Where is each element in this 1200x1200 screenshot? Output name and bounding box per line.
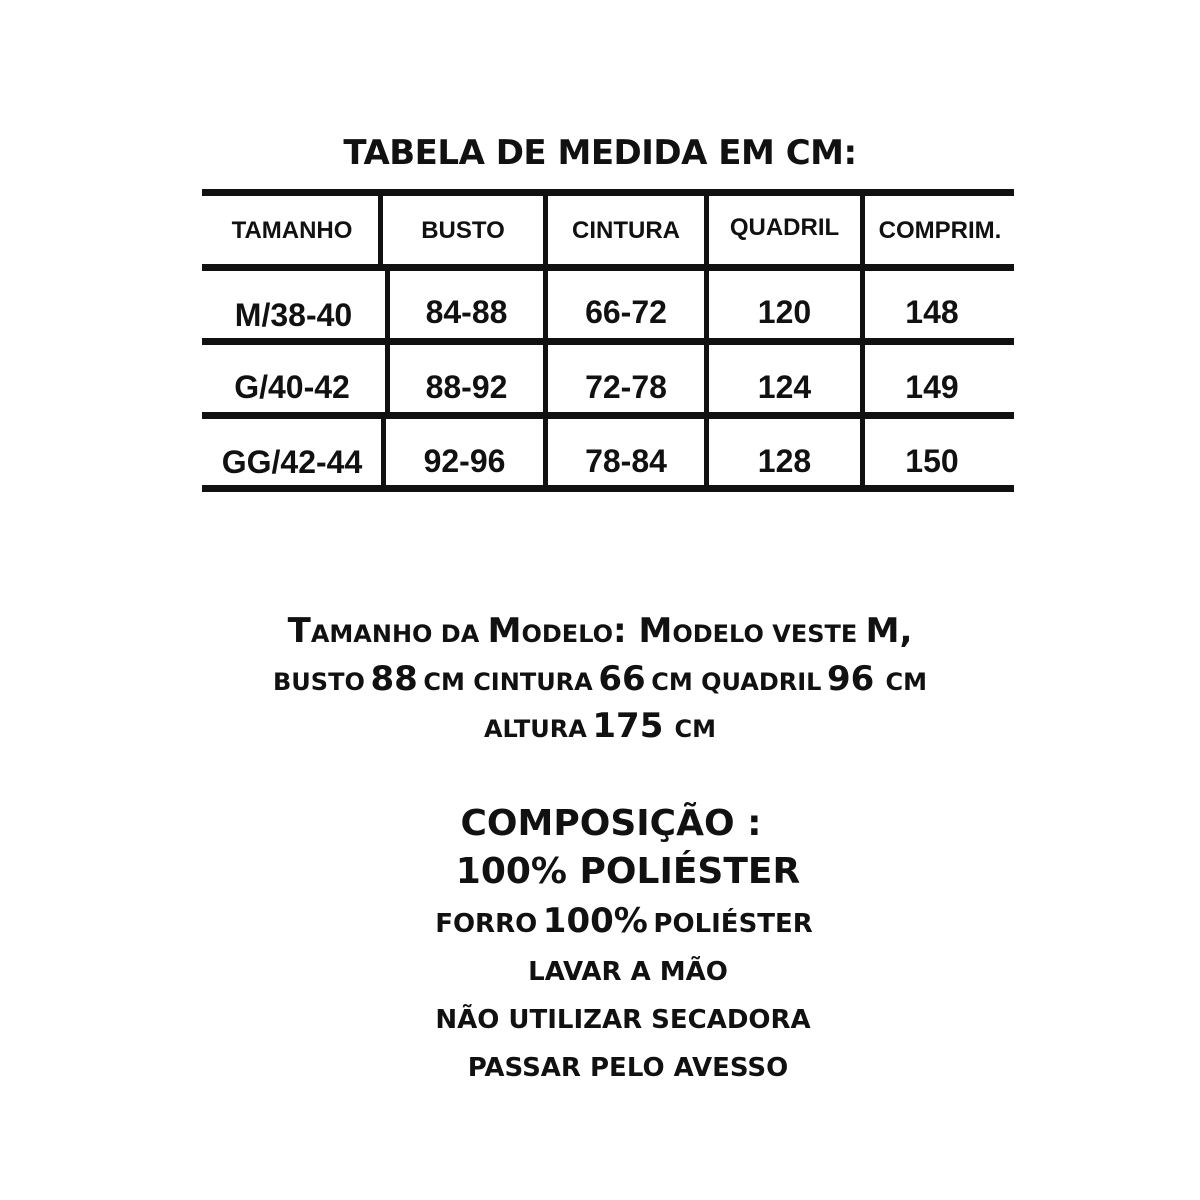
model-text: : M [613, 611, 673, 651]
table-rule-header [202, 264, 1014, 271]
size-table [0, 0, 1200, 520]
table-cell: 149 [905, 369, 959, 405]
model-text: M [487, 611, 522, 651]
table-rule-top [202, 189, 1014, 196]
table-cell: 78-84 [585, 443, 667, 479]
header-cintura: CINTURA [572, 217, 680, 244]
model-text: AMANHO DA [310, 620, 488, 648]
model-height-line [0, 703, 1200, 749]
model-text: M, [865, 611, 913, 651]
table-cell: 148 [905, 294, 959, 330]
table-cell: 128 [757, 443, 812, 479]
table-cell: M/38-40 [234, 297, 353, 333]
care-instruction: PASSAR PELO AVESSO [467, 1053, 789, 1083]
model-text: ODELO [521, 620, 614, 648]
model-measures-line [0, 656, 1200, 702]
model-text: ODELO VESTE [672, 620, 866, 648]
table-rule-bottom [202, 485, 1014, 492]
table-cell: 92-96 [423, 443, 506, 479]
model-text: T [287, 611, 311, 651]
table-cell: 120 [757, 294, 812, 330]
hip-value: 96 [827, 659, 875, 699]
table-cell: 88-92 [425, 369, 508, 405]
height-unit: CM [674, 715, 716, 743]
hip-unit: CM [885, 668, 927, 696]
hip-label: CM QUADRIL [651, 668, 822, 696]
table-cell: G/40-42 [234, 369, 350, 405]
composition-lining [0, 898, 1200, 944]
bust-label: BUSTO [273, 668, 365, 696]
lining-material: POLIÉSTER [653, 909, 813, 939]
header-tamanho: TAMANHO [231, 217, 353, 244]
composition-heading: COMPOSIÇÃO : [460, 803, 762, 844]
table-cell: 84-88 [425, 294, 508, 330]
height-value: 175 [592, 706, 664, 746]
care-instruction: NÃO UTILIZAR SECADORA [435, 1005, 811, 1035]
model-size-line [0, 608, 1200, 654]
waist-label: CM CINTURA [423, 668, 593, 696]
header-busto: BUSTO [421, 217, 505, 244]
lining-label: FORRO [435, 909, 538, 939]
table-cell: 66-72 [585, 294, 667, 330]
lining-percent: 100% [542, 901, 648, 941]
composition-main: 100% POLIÉSTER [455, 851, 801, 892]
header-quadril: QUADRIL [729, 214, 840, 241]
table-rule-row1 [202, 338, 1014, 345]
waist-value: 66 [598, 659, 646, 699]
table-cell: GG/42-44 [221, 444, 363, 480]
table-rule-row2 [202, 412, 1014, 419]
bust-value: 88 [370, 659, 418, 699]
care-instruction: LAVAR A MÃO [528, 957, 728, 987]
table-cell: 124 [757, 369, 812, 405]
page-title: TABELA DE MEDIDA EM CM: [343, 133, 857, 173]
table-cell: 72-78 [585, 369, 667, 405]
table-cell: 150 [905, 443, 959, 479]
height-label: ALTURA [483, 715, 587, 743]
header-comprim: COMPRIM. [878, 217, 1002, 244]
